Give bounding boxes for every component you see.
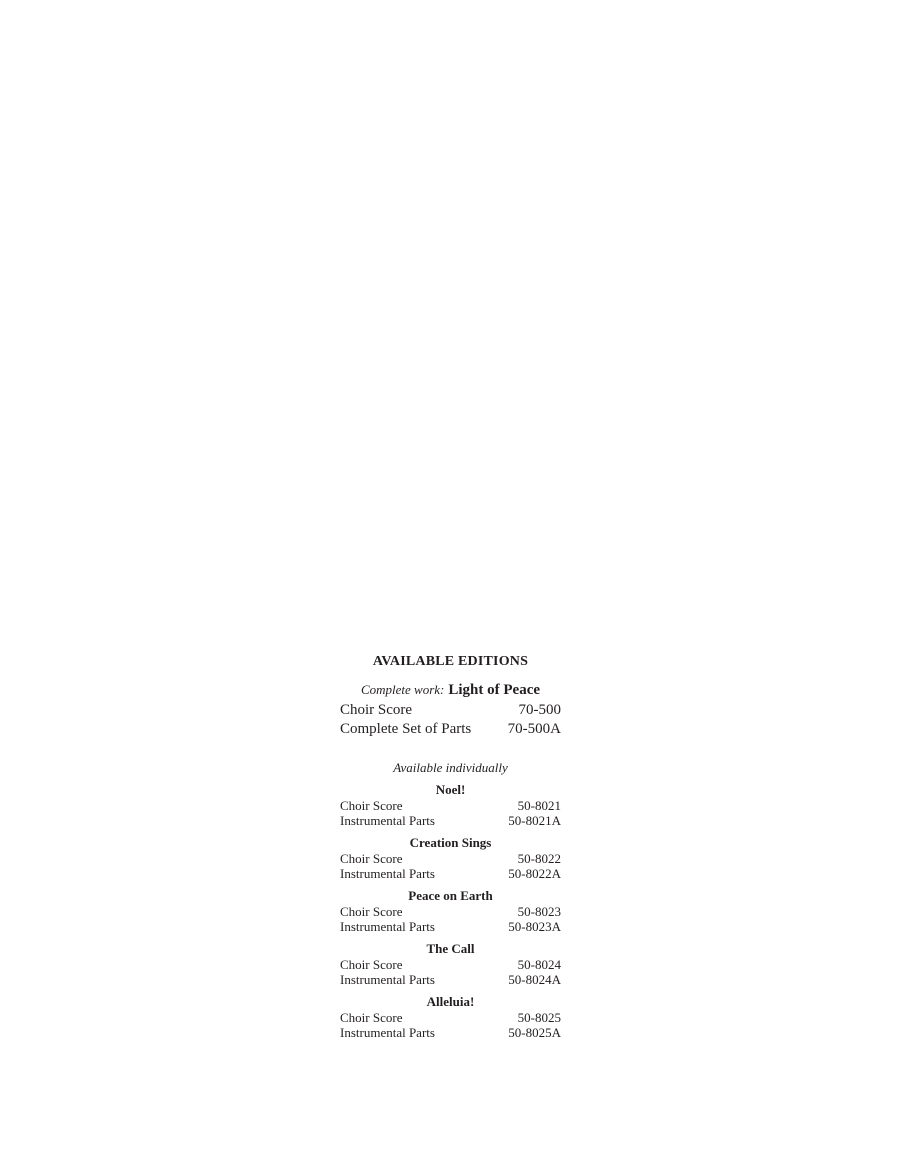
edition-row: [340, 813, 561, 828]
edition-code: 50-8023A: [508, 919, 561, 934]
edition-code: 50-8021A: [508, 813, 561, 828]
edition-label: Choir Score: [340, 904, 403, 919]
work-title: Alleluia!: [426, 994, 475, 1009]
edition-label: Choir Score: [340, 1010, 403, 1025]
complete-work-line: [340, 679, 561, 701]
edition-code: 50-8024: [517, 957, 561, 972]
edition-label: Complete Set of Parts: [340, 721, 472, 737]
edition-row: [340, 972, 561, 987]
complete-work-editions: [340, 701, 561, 739]
edition-label: Instrumental Parts: [340, 972, 435, 987]
edition-row: [340, 720, 561, 739]
edition-label: Choir Score: [340, 702, 413, 718]
work-the-call: [340, 941, 561, 987]
work-title: Peace on Earth: [408, 888, 493, 903]
edition-code: 50-8022A: [508, 866, 561, 881]
edition-row: [340, 957, 561, 972]
edition-row: [340, 904, 561, 919]
work-peace-on-earth: [340, 888, 561, 934]
edition-code: 50-8025: [517, 1010, 561, 1025]
edition-label: Choir Score: [340, 957, 403, 972]
work-title: Creation Sings: [409, 835, 492, 850]
work-creation-sings: [340, 835, 561, 881]
edition-label: Instrumental Parts: [340, 866, 435, 881]
edition-label: Instrumental Parts: [340, 1025, 435, 1040]
work-alleluia: [340, 994, 561, 1040]
edition-row: [340, 1010, 561, 1025]
work-title: Noel!: [435, 782, 466, 797]
available-editions-block: [340, 652, 561, 1040]
edition-code: 50-8024A: [508, 972, 561, 987]
edition-code: 50-8022: [517, 851, 561, 866]
edition-row: [340, 1025, 561, 1040]
edition-row: [340, 701, 561, 720]
edition-row: [340, 866, 561, 881]
edition-label: Choir Score: [340, 851, 403, 866]
work-noel: [340, 782, 561, 828]
complete-work-title: Light of Peace: [448, 682, 541, 698]
edition-code: 50-8023: [517, 904, 561, 919]
edition-label: Instrumental Parts: [340, 813, 435, 828]
edition-code: 50-8021: [517, 798, 561, 813]
edition-code: 50-8025A: [508, 1025, 561, 1040]
edition-row: [340, 851, 561, 866]
available-individually-label: Available individually: [393, 760, 508, 775]
edition-label: Choir Score: [340, 798, 403, 813]
edition-code: 70-500: [518, 702, 561, 718]
complete-work-prefix: Complete work:: [360, 682, 445, 697]
edition-row: [340, 798, 561, 813]
work-title: The Call: [426, 941, 475, 956]
edition-code: 70-500A: [507, 721, 561, 737]
edition-row: [340, 919, 561, 934]
section-heading: AVAILABLE EDITIONS: [372, 654, 529, 669]
edition-label: Instrumental Parts: [340, 919, 435, 934]
